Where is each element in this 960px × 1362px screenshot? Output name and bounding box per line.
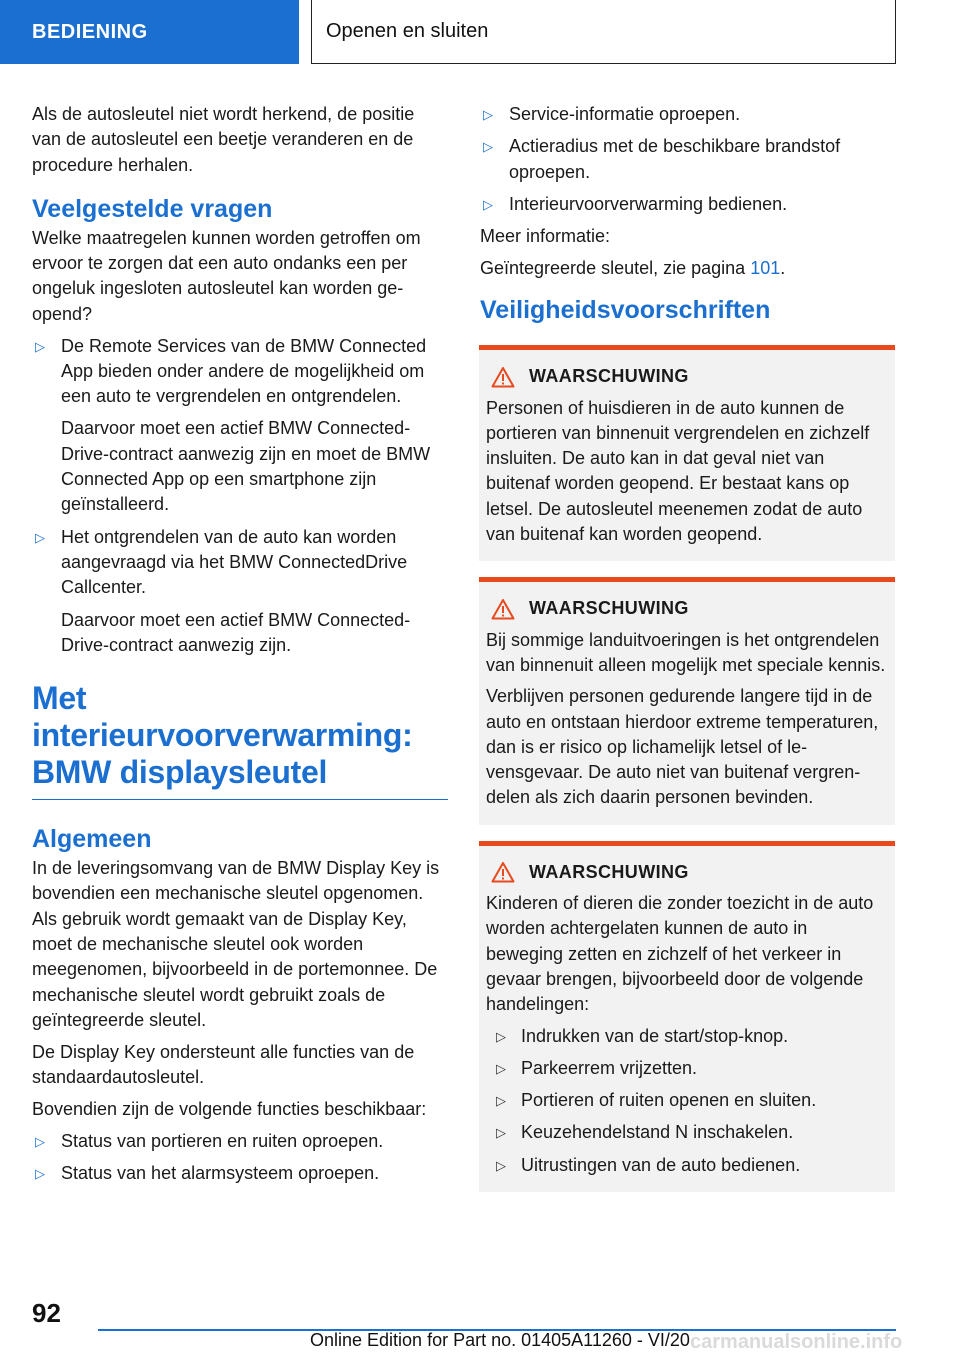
warning-triangle-icon (491, 598, 515, 620)
list-item (480, 192, 896, 217)
intro-paragraph: Als de autosleutel niet wordt herkend, de positie van de autosleutel een beetje veranderen en de procedure herhalen. (32, 104, 415, 175)
triangle-right-icon: ▷ (35, 529, 45, 545)
warning-text: Kinderen of dieren die zonder toezicht in de auto worden achtergelaten kunnen de auto in beweging zetten en zichzelf of het verkeer in gevaar brengen, bijvoorbeeld door de volgende handelingen: (486, 893, 874, 1015)
list-item (486, 1088, 887, 1113)
list-item (480, 134, 896, 185)
warning-label: WAARSCHUWING (529, 598, 689, 619)
warning-box (479, 841, 895, 1192)
general-paragraph: De Display Key ondersteunt alle functies van de standaardautosleutel. (32, 1041, 415, 1088)
list-item (32, 1129, 448, 1154)
list-item (486, 1056, 887, 1081)
reference-end: . (780, 257, 786, 278)
warning-text: Personen of huisdieren in de auto kunnen de portieren van binnenuit vergrendelen en zichzelf insluiten. De auto kan in dat geval niet van buitenaf worden geopend. Er bestaat kans op letsel. De autosleutel meenemen zodat de auto van buitenaf kan worden geopend. (486, 397, 870, 545)
left-column (32, 102, 448, 1193)
reference-text: Geïntegreerde sleutel, zie pagina (480, 257, 751, 278)
general-heading: Algemeen (32, 825, 152, 854)
general-paragraph: Bovendien zijn de volgende functies beschikbaar: (32, 1098, 427, 1119)
list-item (32, 334, 448, 518)
action-text: Parkeerrem vrijzetten. (521, 1057, 698, 1078)
faq-heading: Veelgestelde vragen (32, 194, 273, 223)
page-link[interactable]: 101 (750, 257, 781, 278)
faq-answer-text: Daarvoor moet een actief BMW ConnectedDrive-contract aanwezig zijn. (61, 609, 411, 655)
triangle-right-icon: ▷ (483, 196, 493, 212)
function-text: Status van portieren en ruiten oproepen. (61, 1130, 384, 1151)
action-text: Uitrustingen van de auto bedienen. (521, 1154, 801, 1175)
triangle-right-icon: ▷ (496, 1157, 506, 1173)
cross-reference (480, 256, 896, 281)
function-text: Interieurvoorverwarming bedienen. (509, 193, 788, 214)
triangle-right-icon: ▷ (483, 139, 493, 155)
faq-answer-text: De Remote Services van de BMW Connected App bieden onder andere de mogelijkheid om een auto te vergrendelen en ontgrendelen. (61, 335, 427, 407)
list-item (486, 1153, 887, 1178)
triangle-right-icon: ▷ (35, 338, 45, 354)
list-item (32, 525, 448, 658)
warning-box (479, 577, 895, 824)
warning-label: WAARSCHUWING (529, 366, 689, 387)
faq-list (32, 334, 448, 659)
warning-label: WAARSCHUWING (529, 861, 689, 882)
warning-title (486, 860, 887, 885)
triangle-right-icon: ▷ (35, 1133, 45, 1149)
faq-answer-text: Daarvoor moet een actief BMW ConnectedDrive-contract aanwezig zijn en moet de BMW Connected App op een smartphone zijn geïnstalleerd. (61, 418, 431, 515)
faq-question: Welke maatregelen kunnen worden getroffen om ervoor te zorgen dat een auto ondanks een per ongeluk ingesloten autosleutel kan worden geopend? (32, 227, 421, 324)
warning-box (479, 345, 895, 561)
triangle-right-icon: ▷ (496, 1028, 506, 1044)
action-text: Indrukken van de start/stop-knop. (521, 1025, 789, 1046)
function-text: Service-informatie oproepen. (509, 104, 741, 124)
functions-list (32, 1129, 448, 1187)
list-item (486, 1120, 887, 1145)
list-item (480, 102, 896, 127)
triangle-right-icon: ▷ (496, 1060, 506, 1076)
functions-list-continued (480, 102, 896, 217)
function-text: Actieradius met de beschikbare brandstof oproepen. (509, 136, 841, 182)
watermark: carmanualsonline.info (690, 1331, 903, 1353)
warning-triangle-icon (491, 861, 515, 883)
list-item (32, 1161, 448, 1186)
safety-heading: Veiligheidsvoorschriften (480, 296, 771, 325)
action-text: Keuzehendelstand N inschakelen. (521, 1122, 794, 1143)
more-info-label: Meer informatie: (480, 226, 611, 247)
list-item (486, 1024, 887, 1049)
page-number: 92 (32, 1298, 61, 1328)
warning-title (486, 364, 887, 389)
chapter-title: Openen en sluiten (311, 0, 896, 64)
section-tab: BEDIENING (0, 0, 299, 64)
warning-title (486, 596, 887, 621)
faq-answer-text: Het ontgrendelen van de auto kan worden aangevraagd via het BMW ConnectedDrive Callcenter. (61, 526, 408, 598)
triangle-right-icon: ▷ (483, 107, 493, 122)
right-column (480, 102, 896, 1204)
function-text: Status van het alarmsysteem oproepen. (61, 1162, 380, 1183)
triangle-right-icon: ▷ (35, 1165, 45, 1181)
triangle-right-icon: ▷ (496, 1125, 506, 1141)
footer-edition: Online Edition for Part no. 01405A11260 - VI/20 (310, 1330, 690, 1350)
action-text: Portieren of ruiten openen en sluiten. (521, 1090, 817, 1111)
general-paragraph: In de leveringsomvang van de BMW Display Key is bovendien een mechanische sleutel opgenomen. Als gebruik wordt gemaakt van de Display Key, moet de mechanische sleutel ook worden meegenomen, bijvoorbeeld in de portemonnee. De mechanische sleutel wordt gebruikt zoals de geïntegreerde sleutel. (32, 858, 440, 1030)
warning-text: Verblijven personen gedurende langere tijd in de auto en ontstaan hierdoor extreme temperaturen, dan is er risico op lichamelijk letsel of levensgevaar. De auto niet van buitenaf vergrendelen als zich daarin personen bevinden. (486, 686, 879, 808)
main-heading: Met interieurvoorverwarming: BMW displaysleutel (32, 680, 448, 800)
warning-text: Bij sommige landuitvoeringen is het ontgrendelen van binnenuit alleen mogelijk met speciale kennis. (486, 629, 886, 675)
warning-triangle-icon (491, 366, 515, 388)
triangle-right-icon: ▷ (496, 1093, 506, 1109)
warning-actions-list (486, 1024, 887, 1178)
